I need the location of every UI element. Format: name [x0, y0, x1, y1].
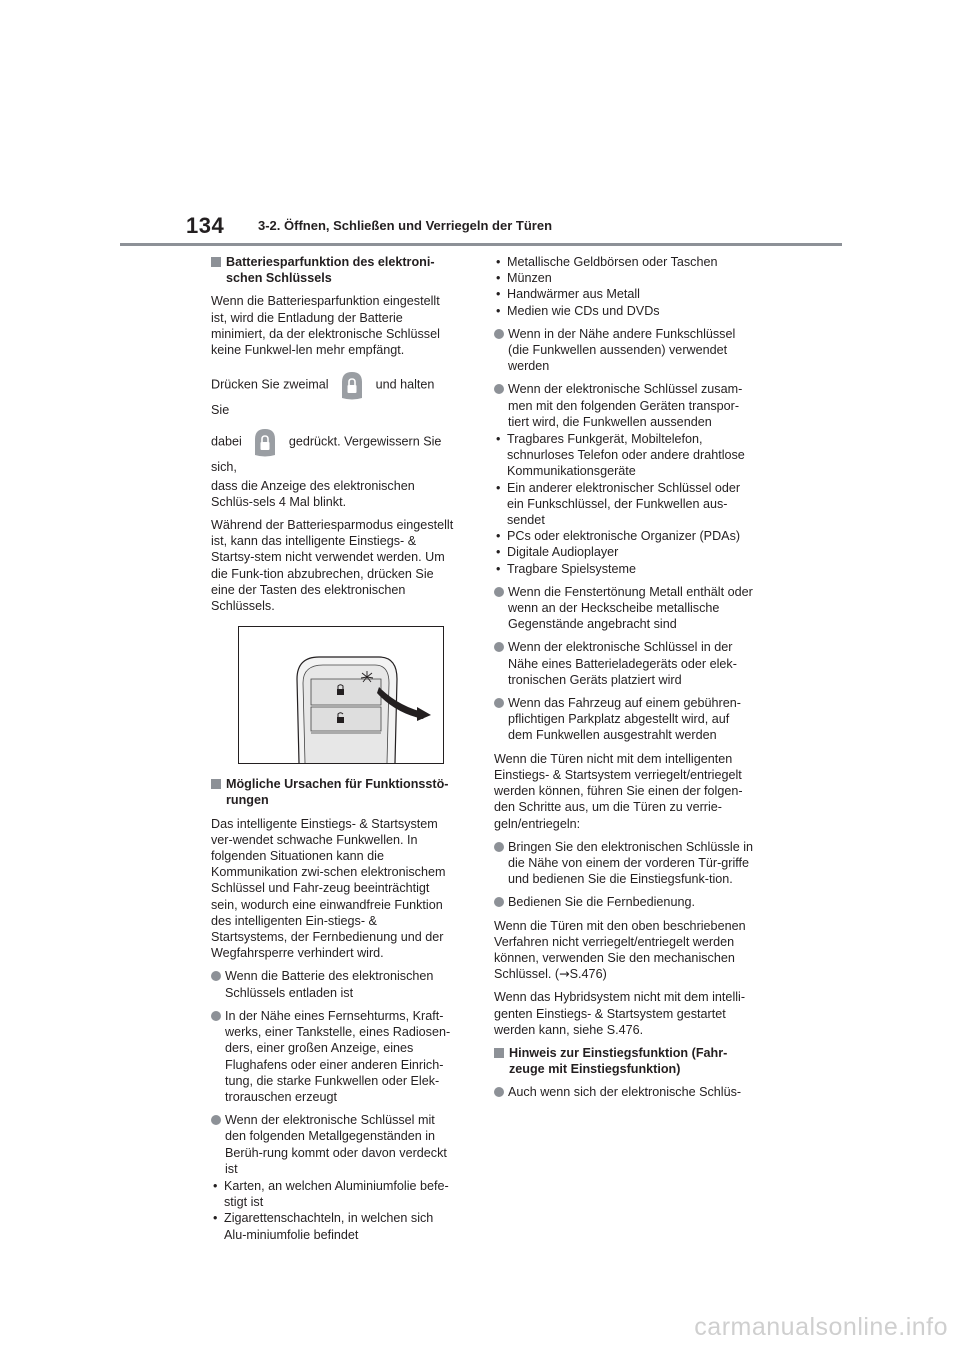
- square-bullet-icon: [494, 1048, 504, 1058]
- list-item: Wenn die Fenstertönung Metall enthält oder wenn an der Heckscheibe metallische Gegenstände angebracht sind: [494, 584, 756, 633]
- paragraph: Wenn das Hybridsystem nicht mit dem intelli-genten Einstiegs- & Startsystem gestartet werden kann, siehe S.476.: [494, 990, 746, 1037]
- bullet-item: • Karten, an welchen Aluminiumfolie befe-stigt ist: [213, 1178, 449, 1210]
- circle-bullet-icon: [494, 698, 504, 708]
- list-item: Wenn der elektronische Schlüssel mit den folgenden Metallgegenständen in Berüh-rung kommt oder davon verdeckt ist: [211, 1112, 455, 1177]
- circle-bullet-icon: [211, 971, 221, 981]
- circle-bullet-icon: [494, 587, 504, 597]
- paragraph-press-twice: Drücken Sie zweimal und halten Sie: [211, 368, 455, 418]
- key-fob-drawing: [239, 627, 443, 763]
- key-fob-illustration: [238, 626, 444, 764]
- bullet-item: • Münzen: [496, 271, 552, 286]
- paragraph: dass die Anzeige des elektronischen Schlüs-sels 4 Mal blinkt.: [211, 478, 415, 509]
- paragraph: Das intelligente Einstiegs- & Startsystem ver-wendet schwache Funkwellen. In folgenden Situationen kann die Kommunikation zwi-schen elektronischem Schlüssel und Fahr-zeug beeinträchtigt sein, wodurch eine einwandfreie Funktion des intelligenten Ein-stiegs- & Startsystems, der Fernbedienung und der Wegfahrsperre verhindert wird.: [211, 816, 446, 961]
- section-heading-battery-save: Batteriesparfunktion des elektroni-schen Schlüssels: [211, 254, 455, 286]
- paragraph: Wenn die Batteriesparfunktion eingestellt ist, wird die Entladung der Batterie minimiert, da der elektronische Schlüssel keine Funkwel-len mehr empfängt.: [211, 294, 440, 358]
- bullet-item: • PCs oder elektronische Organizer (PDAs): [496, 529, 741, 544]
- bullet-list: [494, 431, 756, 577]
- circle-bullet-icon: [494, 384, 504, 394]
- section-heading-entry-function: Hinweis zur Einstiegsfunktion (Fahr-zeuge mit Einstiegsfunktion): [494, 1045, 756, 1077]
- page-reference-link[interactable]: S.476): [569, 967, 607, 982]
- list-item: In der Nähe eines Fernsehturms, Kraft-werks, einer Tankstelle, eines Radiosen-ders, einer großen Anzeige, eines Flughafens oder einer anderen Einrich-tung, die starke Funkwellen oder Elek-trorauschen erzeugt: [211, 1008, 455, 1105]
- list-item: Wenn die Batterie des elektronischen Schlüssels entladen ist: [211, 968, 455, 1000]
- paragraph-hold: dabei gedrückt. Vergewissern Sie sich,: [211, 425, 455, 475]
- list-item: Bringen Sie den elektronischen Schlüssle in die Nähe von einem der vorderen Tür-griffe und bedienen Sie die Einstiegsfunk-tion.: [494, 839, 756, 888]
- paragraph-mechanical-key: Wenn die Türen mit den oben beschriebenen Verfahren nicht verriegelt/entriegelt werden können, verwenden Sie den mechanischen Schlüssel. (→S.476): [494, 918, 746, 982]
- section-heading-malfunction-causes: Mögliche Ursachen für Funktionsstö-rungen: [211, 776, 455, 808]
- square-bullet-icon: [211, 779, 221, 789]
- bullet-item: • Digitale Audioplayer: [496, 545, 619, 560]
- lock-button-icon: [251, 425, 279, 459]
- bullet-item: • Ein anderer elektronischer Schlüssel oder ein Funkschlüssel, der Funkwellen aus-sendet: [496, 480, 741, 528]
- paragraph: Während der Batteriesparmodus eingestellt ist, kann das intelligente Einstiegs- & Startsy-stem nicht verwendet werden. Um die Funk-tion abzubrechen, drücken Sie eine der Tasten des elektronischen Schlüssels.: [211, 518, 454, 614]
- list-item: Bedienen Sie die Fernbedienung.: [494, 894, 756, 910]
- circle-bullet-icon: [494, 642, 504, 652]
- bullet-item: • Metallische Geldbörsen oder Taschen: [496, 255, 718, 269]
- right-column: [494, 254, 756, 1108]
- paragraph: Wenn die Türen nicht mit dem intelligenten Einstiegs- & Startsystem verriegelt/entriegelt werden können, führen Sie einen der folgen-den Schritte aus, um die Türen zu verrie-geln/entriegeln:: [494, 751, 743, 831]
- lock-button-icon: [338, 368, 366, 402]
- list-item: Wenn das Fahrzeug auf einem gebühren-pflichtigen Parkplatz abgestellt wird, auf dem Funkwellen ausgestrahlt werden: [494, 695, 756, 744]
- left-column: [211, 254, 455, 1250]
- bullet-item: • Handwärmer aus Metall: [496, 287, 640, 302]
- list-item: Wenn in der Nähe andere Funkschlüssel (die Funkwellen aussenden) verwendet werden: [494, 326, 756, 375]
- list-item: Wenn der elektronische Schlüssel in der Nähe eines Batterieladegeräts oder elek-tronischen Geräts platziert wird: [494, 639, 756, 688]
- list-item: Wenn der elektronische Schlüssel zusam-men mit den folgenden Geräten transpor-tiert wird, die Funkwellen aussenden: [494, 381, 756, 430]
- bullet-list: [494, 254, 756, 319]
- list-item: Auch wenn sich der elektronische Schlüs-: [494, 1084, 756, 1100]
- circle-bullet-icon: [494, 1087, 504, 1097]
- bullet-item: • Tragbare Spielsysteme: [496, 561, 637, 576]
- reference-arrow-icon: →: [559, 966, 570, 982]
- bullet-item: • Tragbares Funkgerät, Mobiltelefon, schnurloses Telefon oder andere drahtlose Kommunikationsgeräte: [496, 432, 745, 479]
- watermark: carmanualsonline.info: [694, 1313, 948, 1341]
- header-divider: [120, 243, 842, 246]
- section-header-title: 3-2. Öffnen, Schließen und Verriegeln der Türen: [258, 218, 553, 233]
- bullet-item: • Medien wie CDs und DVDs: [496, 303, 660, 318]
- bullet-list: [211, 1178, 455, 1243]
- page-number: 134: [186, 213, 225, 238]
- circle-bullet-icon: [494, 329, 504, 339]
- circle-bullet-icon: [211, 1115, 221, 1125]
- circle-bullet-icon: [494, 842, 504, 852]
- circle-bullet-icon: [494, 897, 504, 907]
- square-bullet-icon: [211, 257, 221, 267]
- circle-bullet-icon: [211, 1011, 221, 1021]
- bullet-item: • Zigarettenschachteln, in welchen sich Alu-miniumfolie befindet: [213, 1211, 434, 1242]
